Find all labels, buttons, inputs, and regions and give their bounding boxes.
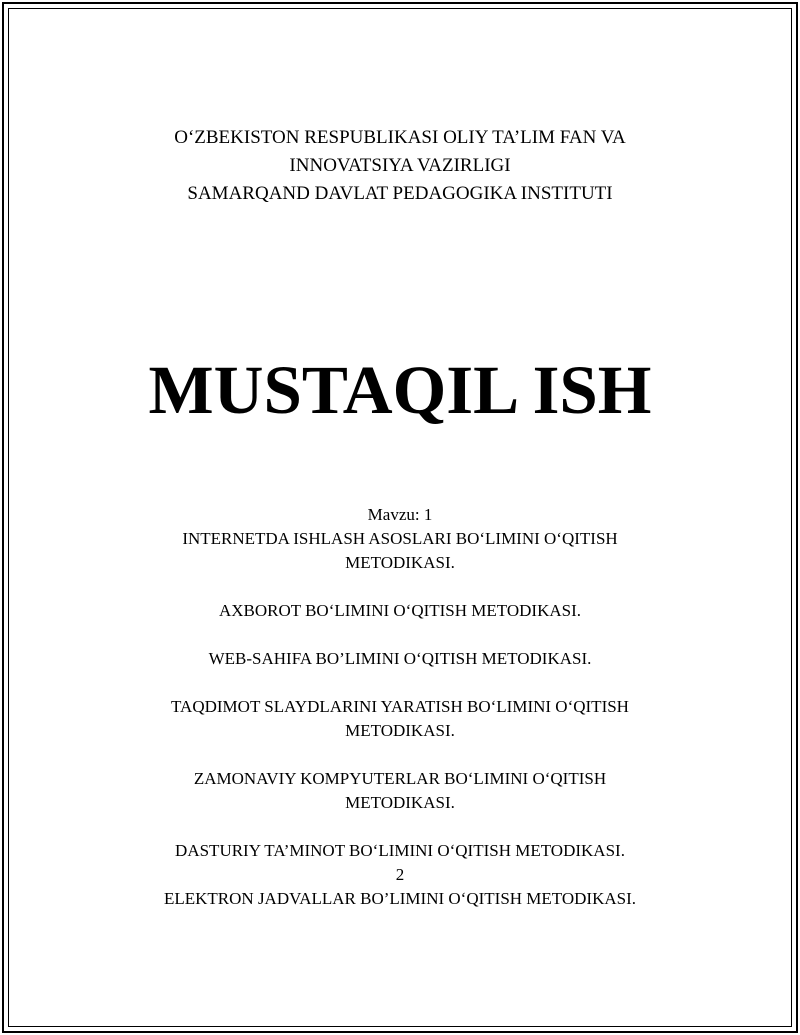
spacer bbox=[0, 815, 800, 839]
document-title: MUSTAQIL ISH bbox=[148, 352, 652, 428]
header-line-ministry: O‘ZBEKISTON RESPUBLIKASI OLIY TA’LIM FAN VA bbox=[174, 127, 626, 148]
topic-5-line-1: ZAMONAVIY KOMPYUTERLAR BO‘LIMINI O‘QITISH bbox=[193, 769, 607, 788]
topic-2: AXBOROT BO‘LIMINI O‘QITISH METODIKASI. bbox=[218, 601, 581, 620]
spacer bbox=[0, 671, 800, 695]
header-line-institute: SAMARQAND DAVLAT PEDAGOGIKA INSTITUTI bbox=[187, 183, 613, 204]
topic-4-line-2: METODIKASI. bbox=[345, 721, 455, 740]
topic-4-line-1: TAQDIMOT SLAYDLARINI YARATISH BO‘LIMINI O‘QITISH bbox=[171, 697, 629, 716]
topic-1-line-2: METODIKASI. bbox=[345, 553, 455, 572]
topic-3: WEB-SAHIFA BO’LIMINI O‘QITISH METODIKASI. bbox=[208, 649, 592, 668]
spacer bbox=[0, 623, 800, 647]
spacer bbox=[0, 575, 800, 599]
topic-1-line-1: INTERNETDA ISHLASH ASOSLARI BO‘LIMINI O‘QITISH bbox=[182, 529, 618, 548]
topic-6: DASTURIY TA’MINOT BO‘LIMINI O‘QITISH METODIKASI. bbox=[175, 841, 625, 860]
header-line-ministry-cont: INNOVATSIYA VAZIRLIGI bbox=[289, 155, 511, 176]
institution-header bbox=[0, 124, 800, 208]
topic-5-line-2: METODIKASI. bbox=[345, 793, 455, 812]
topic-number-2: 2 bbox=[395, 865, 405, 884]
spacer bbox=[0, 743, 800, 767]
topic-7: ELEKTRON JADVALLAR BO’LIMINI O‘QITISH METODIKASI. bbox=[163, 889, 637, 908]
topic-label: Mavzu: 1 bbox=[367, 505, 433, 524]
topics-block bbox=[0, 503, 800, 911]
